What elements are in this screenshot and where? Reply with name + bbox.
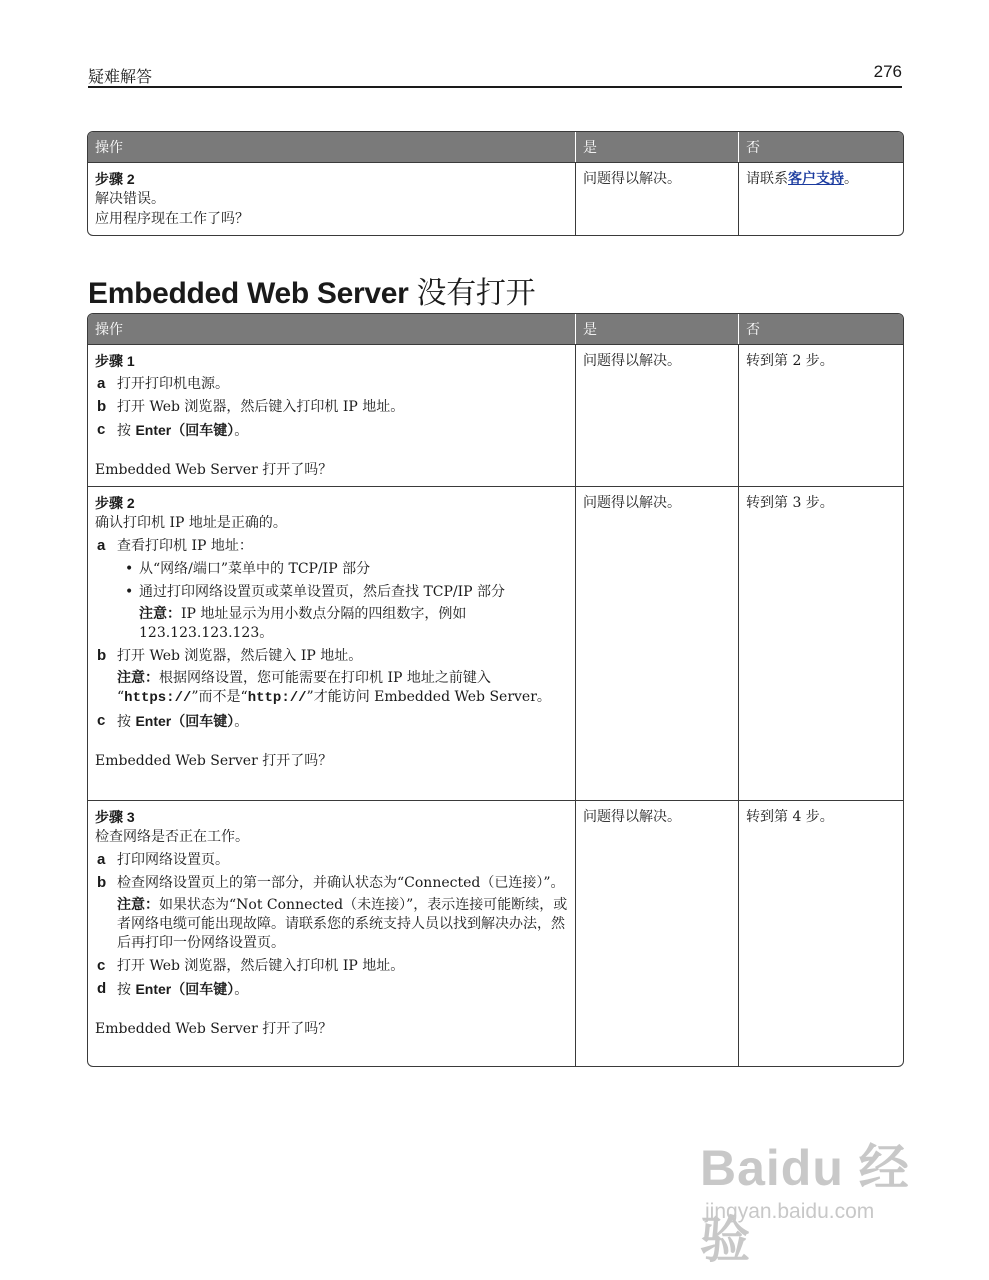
no-cell: 转到第 2 步。 [739,344,903,486]
column-header-yes: 是 [576,314,739,344]
table-row [88,800,903,1066]
table-row [88,162,903,235]
substep-letter: b [97,874,107,891]
baidu-watermark [700,1128,940,1268]
enter-key-label: Enter（回车键） [135,422,235,438]
yes-cell: 问题得以解决。 [576,344,739,486]
substep-letter: a [97,851,106,868]
substep-letter: d [97,980,107,997]
action-cell [88,162,576,235]
bullet-text: 从“网络/端口”菜单中的 TCP/IP 部分 [139,561,371,577]
step-intro: 确认打印机 IP 地址是正确的。 [95,515,287,531]
code-http: http:// [247,690,307,706]
substep-b [95,397,568,417]
code-https: https:// [124,690,192,706]
no-text-suffix: 。 [844,171,858,187]
bullet-item [95,582,568,602]
substep-a [95,850,568,870]
bullet-text: 通过打印网络设置页或菜单设置页，然后查找 TCP/IP 部分 [139,584,506,600]
enter-key-label: Enter（回车键） [135,981,235,997]
step-title: 步骤 1 [95,353,135,369]
no-cell: 转到第 4 步。 [739,800,903,1066]
troubleshooting-table-1 [87,131,904,236]
substep-letter: b [97,647,107,664]
note [95,896,568,953]
substep-b [95,873,568,893]
no-text-prefix: 请联系 [746,171,788,187]
watermark-url: jingyan.baidu.com [705,1200,875,1223]
substep-letter: a [97,375,106,392]
substep-text-pre: 按 [117,982,136,998]
note-text: ”而不是“ [191,689,248,705]
table-header-row [88,132,903,162]
step-question: Embedded Web Server 打开了吗？ [95,753,333,769]
substep-b [95,646,568,666]
substep-text: 打开 Web 浏览器，然后键入打印机 IP 地址。 [117,399,405,415]
substep-text: 打开 Web 浏览器，然后键入 IP 地址。 [117,648,363,664]
yes-cell: 问题得以解决。 [576,486,739,800]
action-cell [88,800,576,1066]
substep-letter: c [97,421,106,438]
substep-letter: c [97,957,106,974]
step-title: 步骤 2 [95,495,135,511]
bullet-dot: • [125,561,134,577]
substep-text-post: 。 [234,714,249,730]
note-text: 根据网络设置，您可能需要在打印机 IP 地址之前键入 “ [117,670,491,705]
note-label: 注意： [117,897,159,913]
substep-text-pre: 按 [117,423,136,439]
section-title-en: Embedded Web Server [88,277,409,310]
substep-text: 打开打印机电源。 [117,376,229,392]
substep-c [95,711,568,732]
substep-text-post: 。 [234,982,249,998]
header-section-title: 疑难解答 [88,67,153,86]
note-label: 注意： [117,670,159,686]
note-text: 如果状态为“Not Connected（未连接）”，表示连接可能断续，或者网络电缆可能出现故障。请联系您的系统支持人员以找到解决办法，然后再打印一份网络设置页。 [117,897,568,951]
substep-letter: b [97,398,107,415]
substep-text: 打开 Web 浏览器，然后键入打印机 IP 地址。 [117,958,405,974]
table-row [88,344,903,486]
yes-cell: 问题得以解决。 [576,800,739,1066]
section-title-cn: 没有打开 [416,276,536,311]
step-text: 解决错误。 [95,191,165,207]
note-text: ”才能访问 Embedded Web Server。 [306,689,551,705]
substep-text: 查看打印机 IP 地址： [117,538,253,554]
substep-c [95,420,568,441]
action-cell [88,344,576,486]
no-cell: 转到第 3 步。 [739,486,903,800]
substep-text: 打印网络设置页。 [117,852,229,868]
bullet-item [95,559,568,579]
column-header-no: 否 [739,132,903,162]
page-number: 276 [873,62,902,81]
substep-letter: a [97,537,106,554]
table-header-row [88,314,903,344]
note-text: IP 地址显示为用小数点分隔的四组数字，例如 123.123.123.123。 [139,606,467,641]
column-header-yes: 是 [576,132,739,162]
note [95,605,568,643]
no-cell [739,162,903,235]
step-question: 应用程序现在工作了吗？ [95,211,249,227]
bullet-dot: • [125,584,134,600]
note-label: 注意： [139,606,181,622]
column-header-action: 操作 [88,314,576,344]
customer-support-link[interactable]: 客户支持 [788,171,844,187]
substep-text-post: 。 [234,423,249,439]
substep-c [95,956,568,976]
troubleshooting-table-2 [87,313,904,1067]
page-header [88,62,902,88]
step-question: Embedded Web Server 打开了吗？ [95,1021,333,1037]
substep-text: 检查网络设置页上的第一部分，并确认状态为“Connected（已连接）”。 [117,875,565,891]
substep-letter: c [97,712,106,729]
substep-a [95,536,568,556]
step-title: 步骤 2 [95,171,135,187]
substep-a [95,374,568,394]
section-title [88,268,535,312]
substep-text-pre: 按 [117,714,136,730]
note [95,669,568,708]
substep-d [95,979,568,1000]
step-question: Embedded Web Server 打开了吗？ [95,462,333,478]
watermark-brand: Baidu 经验 [700,1140,910,1268]
action-cell [88,486,576,800]
step-intro: 检查网络是否正在工作。 [95,829,249,845]
column-header-no: 否 [739,314,903,344]
enter-key-label: Enter（回车键） [135,713,235,729]
step-title: 步骤 3 [95,809,135,825]
yes-cell: 问题得以解决。 [576,162,739,235]
column-header-action: 操作 [88,132,576,162]
table-row [88,486,903,800]
